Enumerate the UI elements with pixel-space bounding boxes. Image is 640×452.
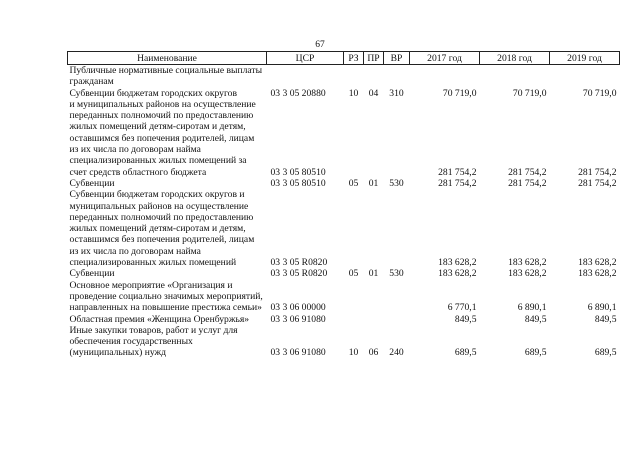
row-rz [344, 314, 364, 325]
table-row [68, 99, 620, 178]
row-rz: 05 [348, 268, 359, 280]
row-vr [384, 280, 410, 314]
row-pr: 04 [368, 87, 379, 99]
header-name: Наименование [68, 52, 267, 65]
row-vr: 240 [389, 347, 404, 359]
row-pr: 01 [368, 177, 379, 189]
row-2017: 6 770,1 [447, 302, 477, 314]
row-2017: 70 719,0 [442, 87, 477, 99]
row-vr [384, 189, 410, 268]
row-2019: 689,5 [594, 347, 617, 359]
row-pr [364, 314, 384, 325]
header-2017: 2017 год [410, 52, 480, 65]
table-row [68, 280, 620, 314]
row-name: Субвенции [69, 177, 115, 189]
table-row [68, 325, 620, 359]
row-name: и муниципальных районов на осуществление переданных полномочий по предоставлению жилых помещений детям-сиротам и детям, оставшимся без попечения родителей, лицам из их числа по договорам найма специализированных жилых помещений за счет средств областного бюджета [69, 98, 256, 178]
row-pr [364, 99, 384, 178]
row-2017: 183 628,2 [438, 257, 477, 269]
row-2018: 689,5 [524, 347, 547, 359]
table-row [68, 314, 620, 325]
row-csr: 03 3 05 R0820 [270, 257, 328, 269]
row-pr: 06 [368, 347, 379, 359]
row-2019: 281 754,2 [578, 166, 617, 178]
row-rz [344, 99, 364, 178]
row-2019: 183 628,2 [578, 257, 617, 269]
row-vr: 310 [389, 87, 404, 99]
row-2018: 183 628,2 [508, 268, 547, 280]
row-2019: 849,5 [594, 313, 617, 325]
row-vr [384, 99, 410, 178]
row-2018: 281 754,2 [508, 166, 547, 178]
row-2017: 183 628,2 [438, 268, 477, 280]
row-2018: 70 719,0 [512, 87, 547, 99]
row-2019: 183 628,2 [578, 268, 617, 280]
row-name: Иные закупки товаров, работ и услуг для обеспечения государственных (муниципальных) нужд [69, 324, 238, 359]
row-rz: 05 [348, 177, 359, 189]
row-2019: 6 890,1 [587, 302, 617, 314]
table-row [68, 65, 620, 88]
row-2017: 689,5 [454, 347, 477, 359]
row-vr: 530 [389, 177, 404, 189]
row-pr [364, 189, 384, 268]
row-2017: 849,5 [454, 313, 477, 325]
row-pr [364, 280, 384, 314]
row-2018: 849,5 [524, 313, 547, 325]
row-2017: 281 754,2 [438, 166, 477, 178]
table-row [68, 178, 620, 189]
table-body [68, 65, 620, 359]
table-header [68, 52, 620, 65]
row-csr: 03 3 05 80510 [270, 166, 326, 178]
row-vr [384, 65, 410, 88]
row-csr: 03 3 05 20880 [270, 87, 326, 99]
row-name: Субвенции [69, 268, 115, 280]
row-csr: 03 3 05 R0820 [270, 268, 328, 280]
row-name: Субвенции бюджетам городских округов и муниципальных районов на осуществление переданных полномочий по предоставлению жилых помещений детям-сиротам и детям, оставшимся без попечения родителей, лицам из их числа по договорам найма специализированных жилых помещений [69, 189, 255, 269]
row-name: Основное мероприятие «Организация и проведение социально значимых мероприятий, направленных на повышение престижа семьи» [69, 279, 263, 314]
row-csr: 03 3 06 91080 [270, 347, 326, 359]
row-csr [267, 65, 344, 88]
row-name: Субвенции бюджетам городских округов [69, 87, 238, 99]
row-name: Областная премия «Женщина Оренбуржья» [69, 313, 250, 325]
row-vr [384, 314, 410, 325]
header-csr: ЦСР [267, 52, 344, 65]
header-vr: ВР [384, 52, 410, 65]
table-row [68, 189, 620, 268]
row-csr: 03 3 05 80510 [270, 177, 326, 189]
row-2017 [410, 65, 480, 88]
header-2018: 2018 год [480, 52, 550, 65]
header-2019: 2019 год [550, 52, 620, 65]
row-rz [344, 65, 364, 88]
row-2019 [550, 65, 620, 88]
header-rz: РЗ [344, 52, 364, 65]
row-rz [344, 189, 364, 268]
page-number: 67 [315, 40, 325, 50]
budget-table [67, 51, 620, 359]
row-2017: 281 754,2 [438, 177, 477, 189]
row-rz: 10 [348, 347, 359, 359]
row-pr [364, 65, 384, 88]
row-rz: 10 [348, 87, 359, 99]
row-2018: 6 890,1 [517, 302, 547, 314]
table-row [68, 268, 620, 279]
row-csr: 03 3 06 91080 [270, 313, 326, 325]
row-pr: 01 [368, 268, 379, 280]
header-pr: ПР [364, 52, 384, 65]
row-2019: 281 754,2 [578, 177, 617, 189]
row-2018: 183 628,2 [508, 257, 547, 269]
row-2018 [480, 65, 550, 88]
row-vr: 530 [389, 268, 404, 280]
row-name: Публичные нормативные социальные выплаты гражданам [69, 65, 263, 88]
table-row [68, 88, 620, 99]
row-2018: 281 754,2 [508, 177, 547, 189]
row-rz [344, 280, 364, 314]
row-csr: 03 3 06 00000 [270, 302, 326, 314]
row-2019: 70 719,0 [582, 87, 617, 99]
